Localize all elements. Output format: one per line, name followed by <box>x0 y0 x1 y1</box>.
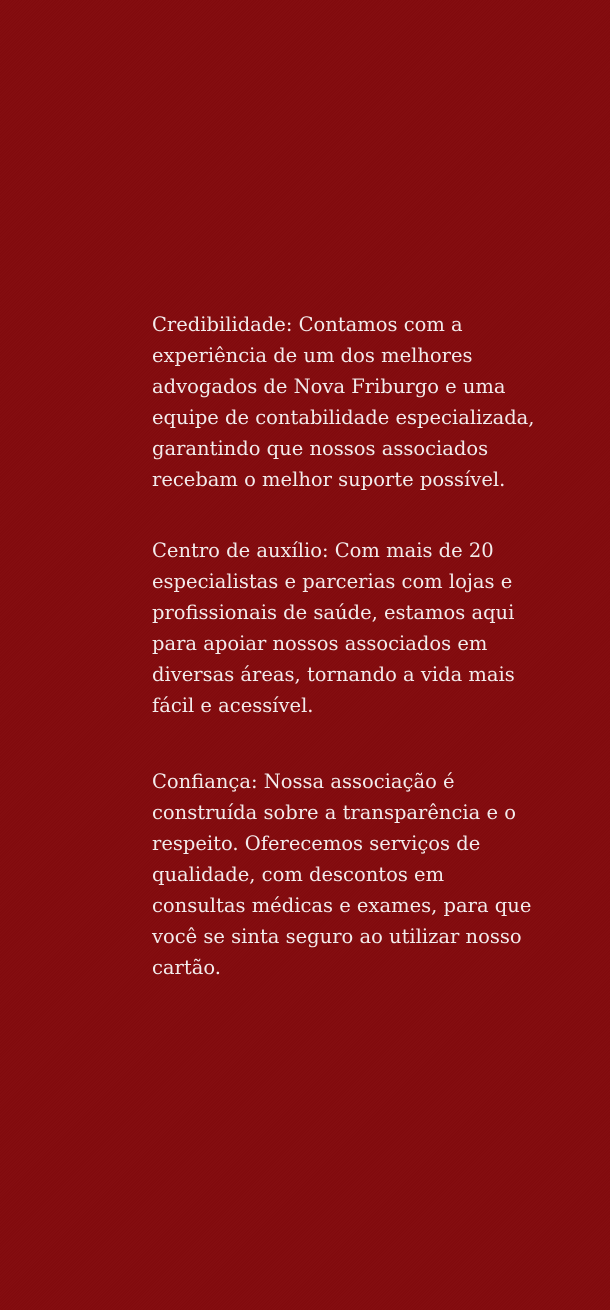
credibility-paragraph: Credibilidade: Contamos com a experiência de um dos melhores advogados de Nova Friburgo e uma equipe de contabilidade especializada, garantindo que nossos associados recebam o melhor suporte possível. <box>152 313 535 491</box>
trust-paragraph: Confiança: Nossa associação é construída sobre a transparência e o respeito. Oferecemos serviços de qualidade, com descontos em consultas médicas e exames, para que você se sinta seguro ao utilizar nosso cartão. <box>152 770 532 979</box>
help-center-paragraph: Centro de auxílio: Com mais de 20 especialistas e parcerias com lojas e profissionais de saúde, estamos aqui para apoiar nossos associados em diversas áreas, tornando a vida mais fácil e acessível. <box>152 539 515 717</box>
